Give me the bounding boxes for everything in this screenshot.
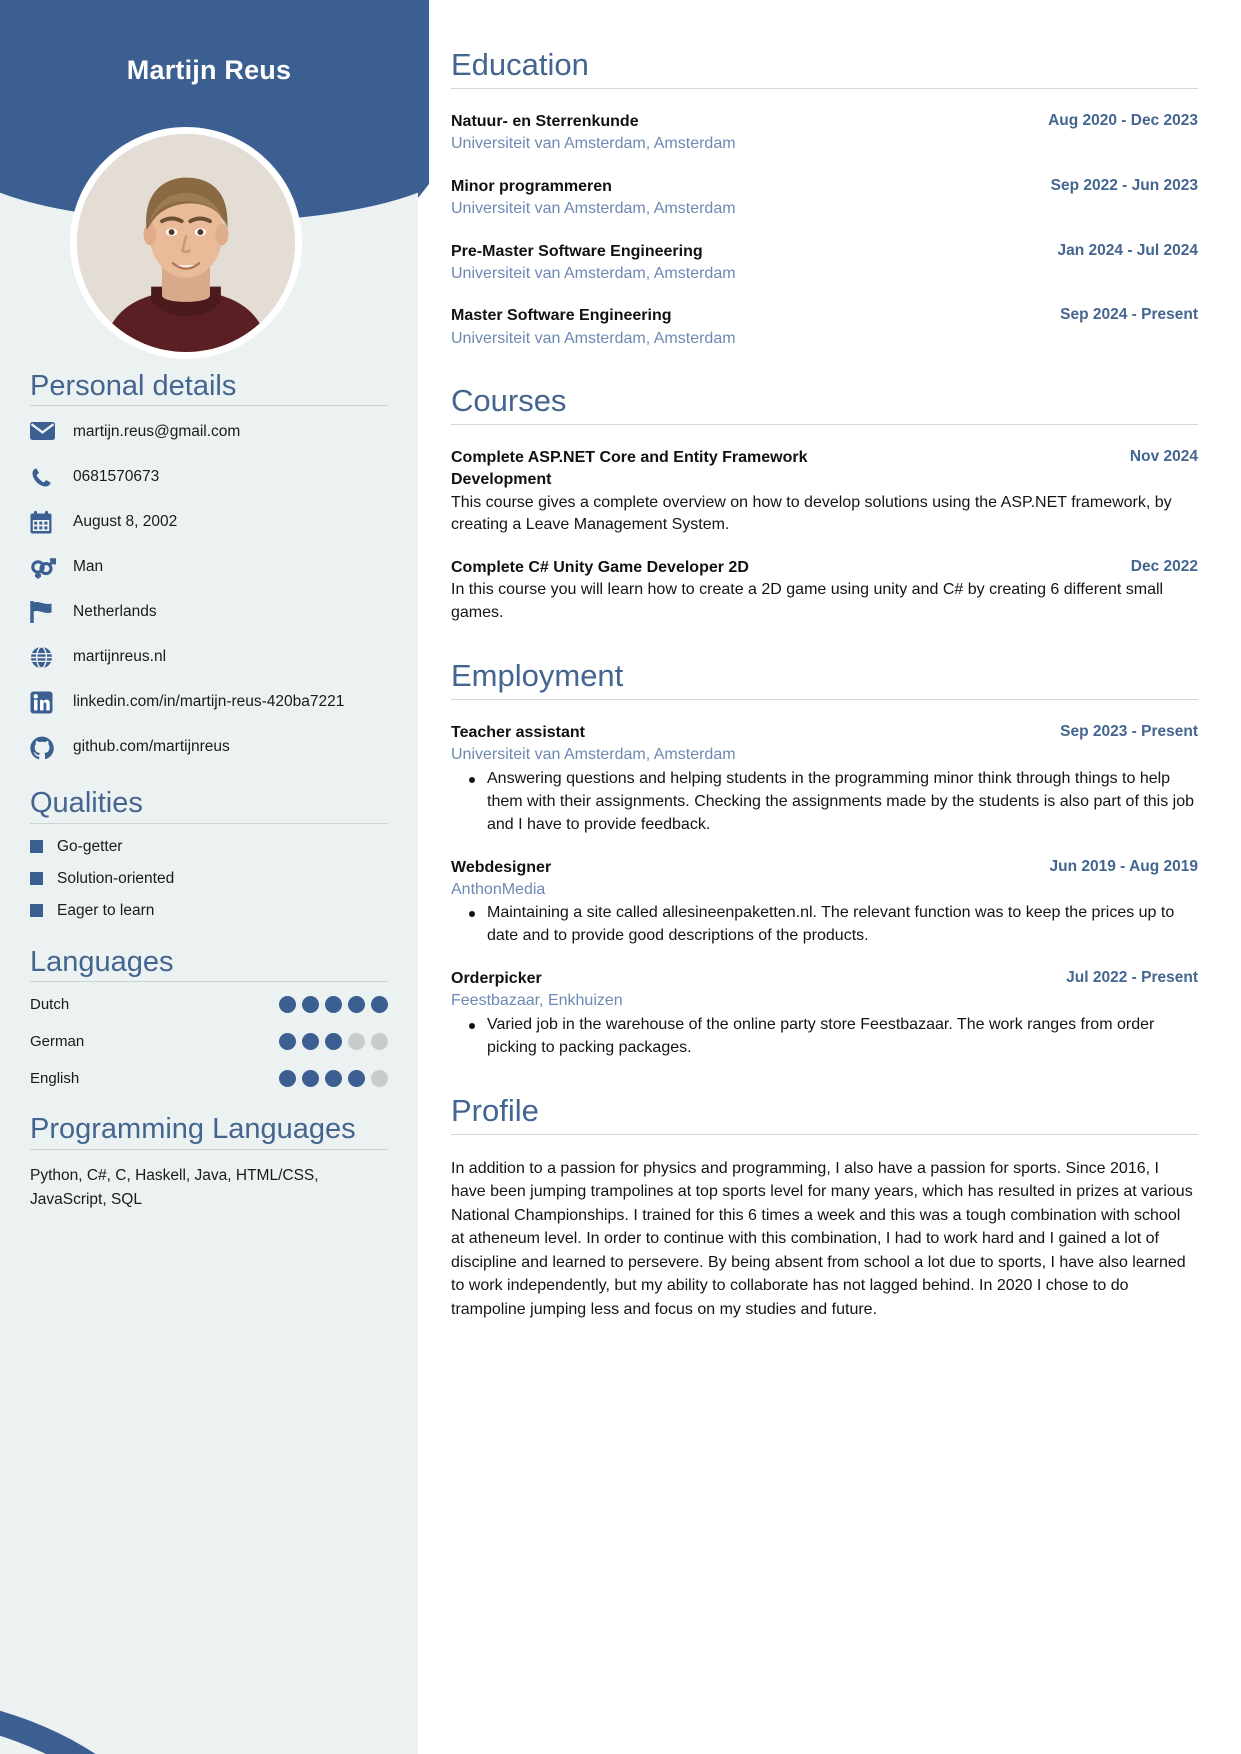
linkedin-icon (30, 690, 64, 714)
square-bullet-icon (30, 904, 43, 917)
accent-strip (418, 0, 429, 184)
envelope-icon (30, 420, 64, 441)
list-item: Answering questions and helping students in the programming minor think through things to help them with their assignments. Checking the assignments made by the students is also part of this job and I have to provide feedback. (451, 768, 1198, 837)
rating-dot-filled (302, 1070, 319, 1087)
phone-icon (30, 465, 64, 489)
employment-bullets (451, 902, 1198, 948)
github-icon (30, 735, 64, 760)
education-date: Jan 2024 - Jul 2024 (1057, 241, 1198, 259)
education-title: Master Software Engineering (451, 307, 672, 325)
bottom-decoration (0, 1694, 200, 1754)
course-entry (451, 557, 1198, 625)
qualities-heading: Qualities (30, 787, 143, 820)
contact-gender (30, 555, 388, 581)
rating-dot-filled (325, 1070, 342, 1087)
education-institution: Universiteit van Amsterdam, Amsterdam (451, 199, 736, 217)
contact-phone-value: 0681570673 (73, 468, 160, 486)
education-date: Sep 2022 - Jun 2023 (1050, 176, 1198, 194)
globe-icon (30, 645, 64, 669)
contact-birthdate (30, 510, 388, 536)
rating-dot-filled (325, 996, 342, 1013)
rating-dot-empty (371, 1033, 388, 1050)
flag-icon (30, 600, 64, 623)
profile-text: In addition to a passion for physics and programming, I also have a passion for sports. Since 2016, I have been jumping trampolines at top sports level for many years, which has resulted in prizes at various National Championships. I trained for this 6 times a week and this was a tough combination with school at atheneum level. In order to continue with this combination, I had to work hard and I gained a lot of discipline and learned to persevere. By being absent from school a lot due to sports, I have also learned to work independently, but my ability to collaborate has not lagged behind. In 2020 I chose to do trampoline jumping less and focus on my studies and future. (451, 1159, 1193, 1318)
divider (30, 981, 388, 982)
programming-languages-value: Python, C#, C, Haskell, Java, HTML/CSS, JavaScript, SQL (30, 1166, 319, 1208)
list-item (30, 838, 388, 856)
contact-linkedin[interactable] (30, 690, 388, 716)
course-description: In this course you will learn how to create a 2D game using unity and C# by creating 6 different small games. (451, 581, 1164, 622)
rating-dot-filled (348, 996, 365, 1013)
avatar-photo (77, 134, 295, 352)
divider (451, 424, 1198, 425)
employment-company: Feestbazaar, Enkhuizen (451, 992, 623, 1010)
list-item (30, 870, 388, 888)
page-title: Martijn Reus (126, 55, 292, 85)
sidebar (0, 0, 418, 1754)
employment-date: Jul 2022 - Present (1066, 969, 1198, 987)
courses-heading: Courses (451, 383, 567, 419)
course-title: Complete C# Unity Game Developer 2D (451, 559, 749, 577)
course-description: This course gives a complete overview on how to develop solutions using the ASP.NET framework, by creating a Leave Management System. (451, 493, 1172, 534)
contact-nationality-value: Netherlands (73, 603, 157, 621)
main-content (418, 0, 1241, 1754)
rating-dot-filled (302, 996, 319, 1013)
employment-company: Universiteit van Amsterdam, Amsterdam (451, 746, 736, 764)
programming-languages-heading: Programming Languages (30, 1113, 356, 1146)
education-title: Pre-Master Software Engineering (451, 242, 703, 260)
divider (30, 405, 388, 406)
employment-bullets (451, 1014, 1198, 1060)
rating-dot-filled (279, 996, 296, 1013)
list-item: Maintaining a site called allesineenpaketten.nl. The relevant function was to keep the prices up to date and to provide good descriptions of the products. (451, 902, 1198, 948)
employment-date: Sep 2023 - Present (1060, 723, 1198, 741)
rating-dot-filled (279, 1070, 296, 1087)
contact-birthdate-value: August 8, 2002 (73, 513, 178, 531)
education-date: Aug 2020 - Dec 2023 (1048, 112, 1198, 130)
employment-heading: Employment (451, 658, 624, 694)
education-title: Natuur- en Sterrenkunde (451, 113, 639, 131)
divider (30, 1149, 388, 1150)
contact-email-value: martijn.reus@gmail.com (73, 423, 241, 441)
rating-dot-filled (325, 1033, 342, 1050)
employment-bullets (451, 768, 1198, 837)
employment-entry (451, 722, 1198, 836)
language-rating (279, 996, 388, 1013)
list-item (30, 902, 388, 920)
employment-title: Teacher assistant (451, 724, 585, 742)
rating-dot-filled (371, 996, 388, 1013)
contact-website[interactable] (30, 645, 388, 671)
languages-heading: Languages (30, 945, 174, 978)
rating-dot-filled (348, 1070, 365, 1087)
list-item (30, 1033, 388, 1050)
quality-label: Go-getter (57, 837, 123, 855)
language-label: Dutch (30, 996, 70, 1014)
education-entry (451, 241, 1198, 286)
list-item (30, 1070, 388, 1087)
employment-date: Jun 2019 - Aug 2019 (1049, 857, 1198, 875)
employment-company: AnthonMedia (451, 880, 546, 898)
sidebar-content (0, 370, 418, 1212)
contact-linkedin-value: linkedin.com/in/martijn-reus-420ba7221 (73, 693, 345, 711)
education-institution: Universiteit van Amsterdam, Amsterdam (451, 329, 736, 347)
rating-dot-empty (371, 1070, 388, 1087)
education-entry (451, 176, 1198, 221)
contact-gender-value: Man (73, 558, 104, 576)
contact-email[interactable] (30, 420, 388, 446)
education-institution: Universiteit van Amsterdam, Amsterdam (451, 135, 736, 153)
profile-heading: Profile (451, 1092, 539, 1128)
employment-entry (451, 857, 1198, 949)
language-rating (279, 1033, 388, 1050)
education-title: Minor programmeren (451, 177, 612, 195)
course-entry (451, 447, 1198, 537)
divider (30, 823, 388, 824)
rating-dot-filled (279, 1033, 296, 1050)
rating-dot-empty (348, 1033, 365, 1050)
square-bullet-icon (30, 840, 43, 853)
calendar-icon (30, 510, 64, 534)
contact-nationality (30, 600, 388, 626)
list-item (30, 996, 388, 1013)
contact-phone[interactable] (30, 465, 388, 491)
contact-github[interactable] (30, 735, 388, 761)
contact-website-value: martijnreus.nl (73, 648, 167, 666)
education-heading: Education (451, 47, 589, 82)
employment-title: Orderpicker (451, 970, 542, 988)
quality-label: Solution-oriented (57, 869, 175, 887)
square-bullet-icon (30, 872, 43, 885)
language-rating (279, 1070, 388, 1087)
rating-dot-filled (302, 1033, 319, 1050)
quality-label: Eager to learn (57, 901, 155, 919)
contact-github-value: github.com/martijnreus (73, 738, 230, 756)
course-date: Dec 2022 (1130, 558, 1198, 576)
divider (451, 88, 1198, 89)
divider (451, 1134, 1198, 1135)
education-institution: Universiteit van Amsterdam, Amsterdam (451, 264, 736, 282)
education-date: Sep 2024 - Present (1060, 306, 1198, 324)
course-date: Nov 2024 (1129, 448, 1198, 466)
education-entry (451, 305, 1198, 350)
personal-details-heading: Personal details (30, 370, 237, 402)
divider (451, 699, 1198, 700)
avatar (70, 127, 302, 359)
employment-entry (451, 968, 1198, 1060)
course-title: Complete ASP.NET Core and Entity Framework Development (451, 449, 808, 489)
list-item: Varied job in the warehouse of the online party store Feestbazaar. The work ranges from order picking to packing packages. (451, 1014, 1198, 1060)
language-label: German (30, 1033, 85, 1051)
education-entry (451, 111, 1198, 156)
gender-icon (30, 555, 64, 580)
employment-title: Webdesigner (451, 858, 552, 876)
language-label: English (30, 1070, 80, 1088)
